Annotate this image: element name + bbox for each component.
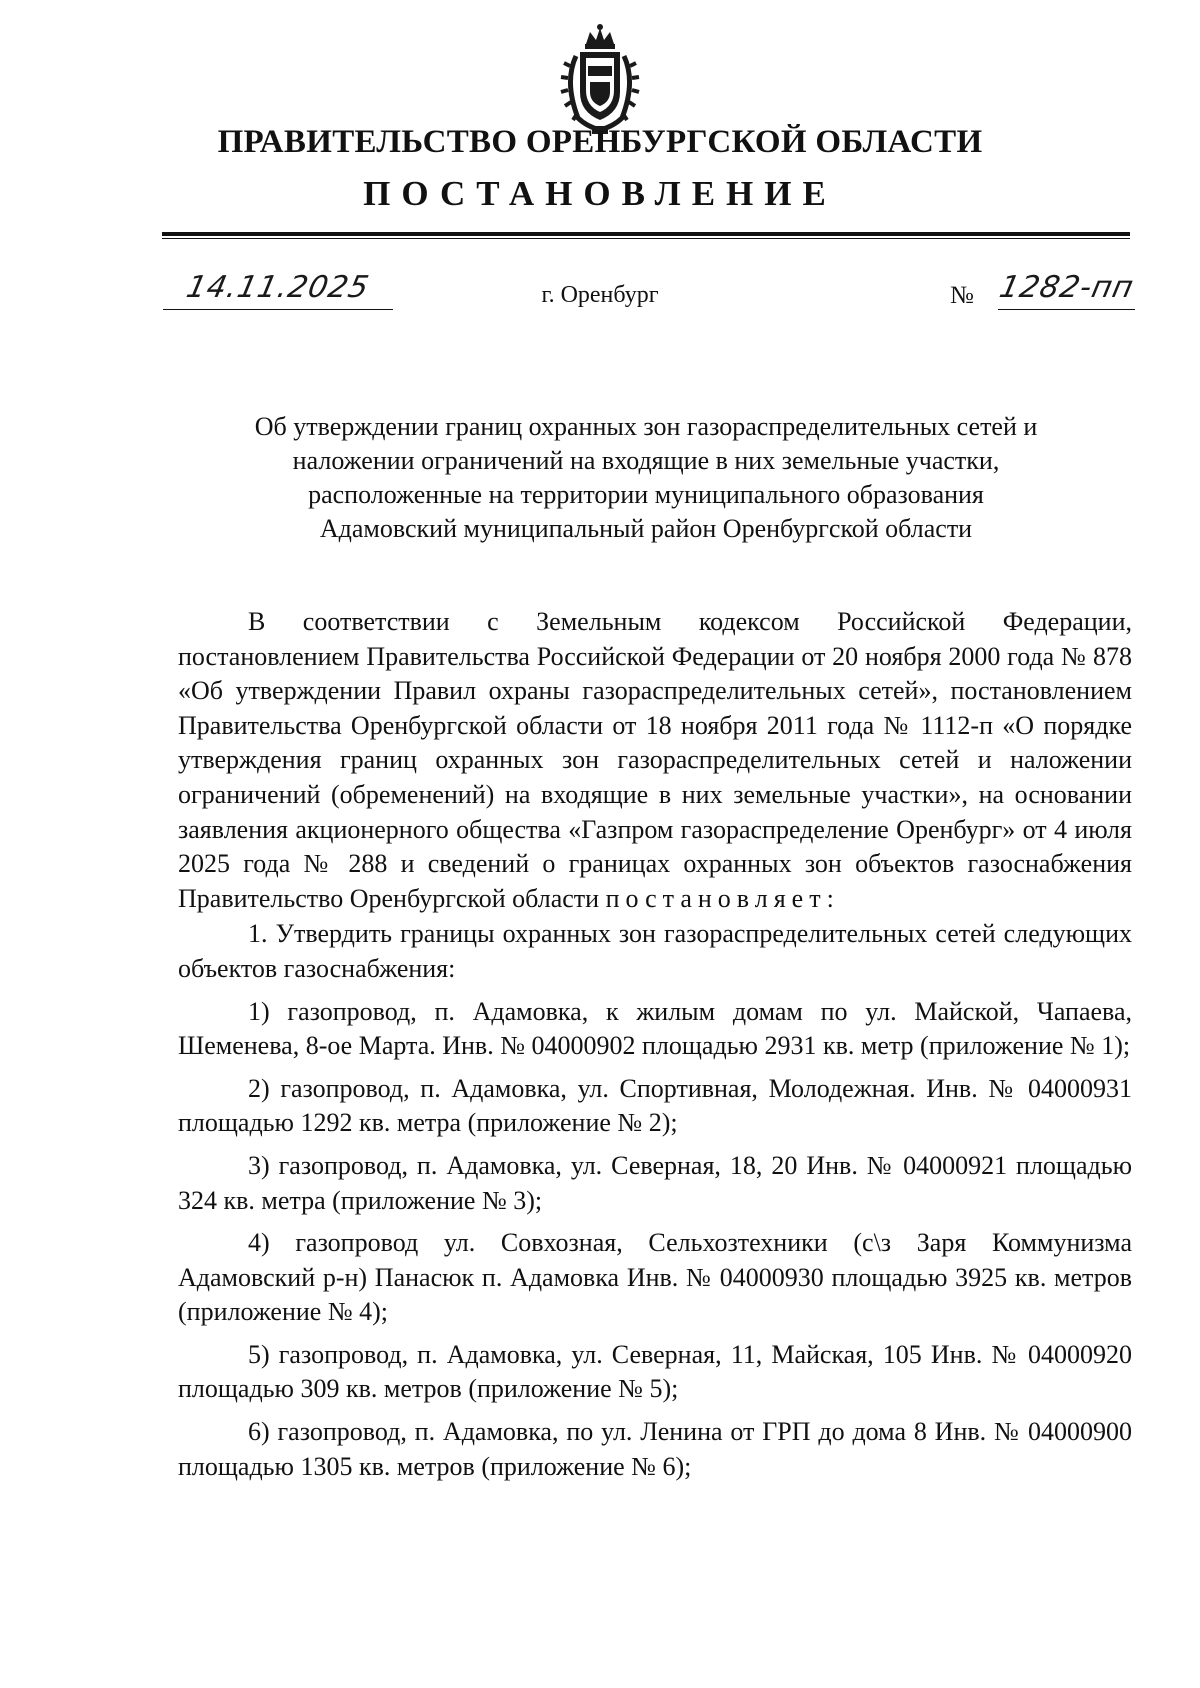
subject-line: Адамовский муниципальный район Оренбургской области [319, 514, 973, 543]
list-item: 3) газопровод, п. Адамовка, ул. Северная, 18, 20 Инв. № 04000921 площадью 324 кв. метра (приложение № 3); [178, 1150, 1132, 1215]
list-item: 5) газопровод, п. Адамовка, ул. Северная, 11, Майская, 105 Инв. № 04000920 площадью 309 кв. метров (приложение № 5); [178, 1339, 1132, 1404]
document-body [178, 605, 1132, 1484]
document-number: 1282-пп [996, 270, 1138, 305]
document-city: г. Оренбург [541, 282, 659, 308]
subject-line: наложении ограничений на входящие в них земельные участки, [292, 446, 1000, 475]
list-item: 6) газопровод, п. Адамовка, по ул. Ленина от ГРП до дома 8 Инв. № 04000900 площадью 1305 кв. метров (приложение № 6); [178, 1417, 1132, 1481]
list-item: 4) газопровод ул. Совхозная, Сельхозтехники (с\з Заря Коммунизма Адамовский р-н) Панасюк п. Адамовка Инв. № 04000930 площадью 3925 кв. метров (приложение № 4); [178, 1228, 1132, 1327]
list-item: 2) газопровод, п. Адамовка, ул. Спортивная, Молодежная. Инв. № 04000931 площадью 1292 кв. метра (приложение № 2); [178, 1073, 1132, 1138]
point-1-paragraph: 1. Утвердить границы охранных зон газораспределительных сетей следующих объектов газоснабжения: [178, 919, 1132, 983]
document-date: 14.11.2025 [183, 270, 373, 305]
coat-of-arms-emblem [550, 22, 650, 137]
document-subject [162, 410, 1130, 546]
resolves-word: постановляет: [605, 883, 840, 913]
document-number-field [950, 270, 1138, 314]
number-sign: № [950, 282, 974, 309]
number-underline [998, 309, 1135, 311]
preamble-text: В соответствии с Земельным кодексом Российской Федерации, постановлением Правительства Российской Федерации от 20 ноября 2000 года № 878 «Об утверждении Правил охраны газораспределительных сетей», постановлением Правительства Оренбургской области от 18 ноября 2011 года № 1112-п «О порядке утверждения границ охранных зон газораспределительных сетей и наложении ограничений (обременений) на входящие в них земельные участки», на основании заявления акционерного общества «Газпром газораспределение Оренбург» от 4 июля 2025 года № 288 и сведений о границах охранных зон объектов газоснабжения Правительство Оренбургской области [178, 607, 1132, 913]
header-divider-thin [162, 238, 1130, 239]
organization-title: ПРАВИТЕЛЬСТВО ОРЕНБУРГСКОЙ ОБЛАСТИ [217, 124, 983, 160]
subject-line: расположенные на территории муниципального образования [308, 480, 984, 509]
coat-of-arms-icon [550, 22, 650, 137]
subject-line: Об утверждении границ охранных зон газораспределительных сетей и [254, 412, 1038, 441]
document-type-title: ПОСТАНОВЛЕНИЕ [363, 174, 837, 213]
header-divider-thick [162, 232, 1130, 236]
list-item: 1) газопровод, п. Адамовка, к жилым домам по ул. Майской, Чапаева, Шеменева, 8-ое Марта. Инв. № 04000902 площадью 2931 кв. метр (приложение № 1); [178, 996, 1132, 1061]
preamble-paragraph [178, 605, 1132, 916]
